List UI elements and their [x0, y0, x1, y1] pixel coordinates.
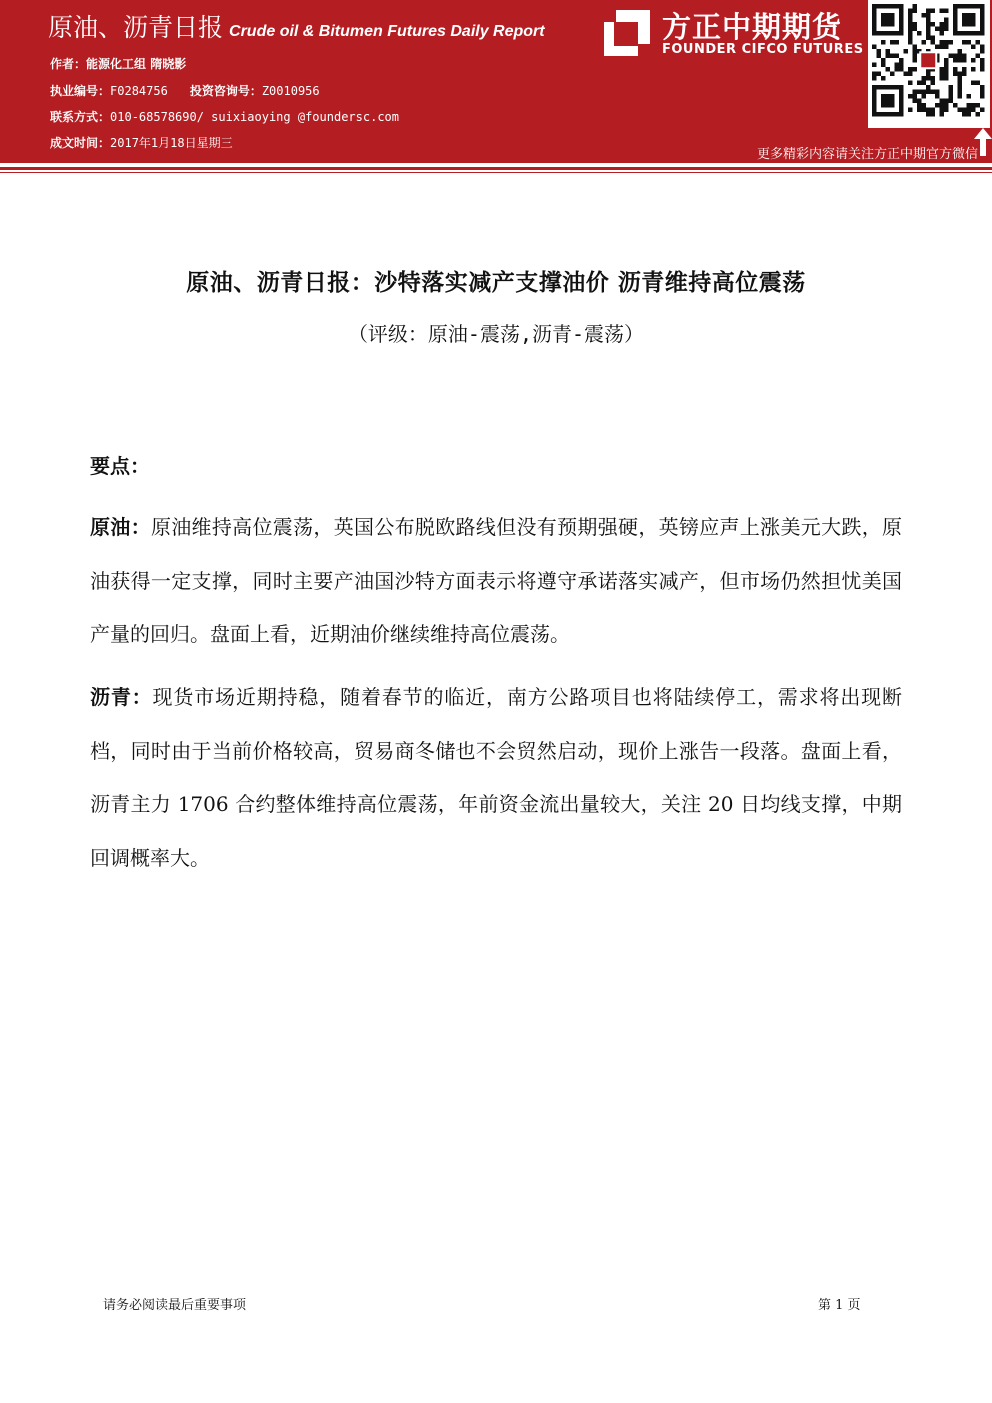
- report-header-title: [48, 8, 545, 44]
- bitumen-lead: 沥青：: [90, 685, 153, 709]
- keypoints-heading: 要点：: [90, 454, 150, 478]
- report-header: [0, 0, 992, 163]
- consult-label: 投资咨询号：: [189, 84, 262, 98]
- header-divider: [0, 167, 992, 170]
- logo-mark-icon: [604, 10, 650, 56]
- footer-notice: 请务必阅读最后重要事项: [103, 1298, 247, 1313]
- crude-text: 原油维持高位震荡，英国公布脱欧路线但没有预期强硬，英镑应声上涨美元大跌，原油获得一定支撑，同时主要产油国沙特方面表示将遵守承诺落实减产，但市场仍然担忧美国产量的回归。盘面上看，近期油价继续维持高位震荡。: [90, 515, 903, 646]
- date-value: 2017年1月18日星期三: [110, 136, 233, 150]
- footer-page-number: 第 1 页: [818, 1298, 861, 1313]
- date-line: [50, 134, 233, 151]
- author-line: [50, 55, 186, 72]
- contact-value: 010-68578690/ suixiaoying @foundersc.com: [110, 110, 399, 124]
- company-logo: [604, 4, 864, 62]
- contact-label: 联系方式：: [50, 110, 111, 124]
- bitumen-text: 现货市场近期持稳，随着春节的临近，南方公路项目也将陆续停工，需求将出现断档，同时由于当前价格较高，贸易商冬储也不会贸然启动，现价上涨告一段落。盘面上看，沥青主力 1706 合约整体维持高位震荡，年前资金流出量较大，关注 20 日均线支撑，中期回调概率大。: [90, 685, 903, 870]
- bitumen-paragraph: [90, 671, 902, 885]
- date-label: 成文时间：: [50, 136, 111, 150]
- logo-cn: 方正中期期货: [662, 10, 843, 44]
- contact-line: [50, 108, 399, 125]
- license-label: 执业编号：: [50, 84, 111, 98]
- header-divider-thin: [0, 172, 992, 173]
- follow-wechat-text: 更多精彩内容请关注方正中期官方微信: [756, 147, 978, 162]
- author-label: 作者：: [50, 57, 87, 71]
- header-title-cn: 原油、沥青日报: [48, 13, 224, 42]
- document-rating: （评级：原油-震荡,沥青-震荡）: [347, 322, 645, 346]
- consult-value: Z0010956: [261, 84, 320, 98]
- document-title: 原油、沥青日报：沙特落实减产支撑油价 沥青维持高位震荡: [186, 270, 806, 296]
- qr-code-icon: [868, 0, 990, 128]
- license-line: [50, 82, 320, 99]
- header-title-en: Crude oil & Bitumen Futures Daily Report: [229, 23, 545, 40]
- license-value: F0284756: [110, 84, 168, 98]
- crude-lead: 原油：: [90, 515, 151, 539]
- crude-paragraph: [90, 501, 902, 662]
- logo-en: FOUNDER CIFCO FUTURES: [662, 42, 864, 57]
- author-value: 能源化工组 隋晓影: [86, 57, 187, 71]
